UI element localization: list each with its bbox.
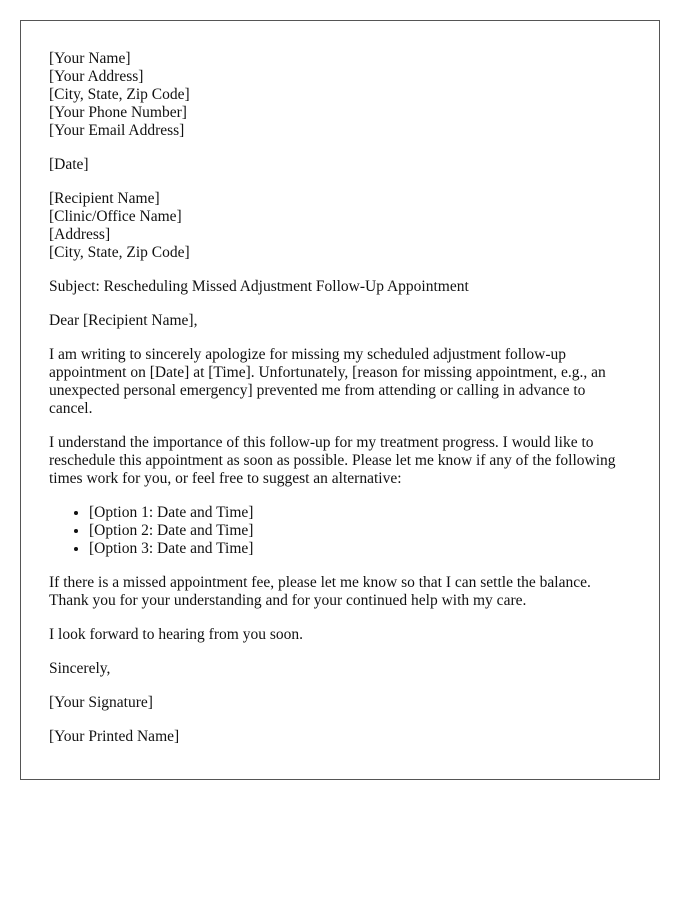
sender-city-state-zip: [City, State, Zip Code]	[49, 86, 190, 103]
body-paragraph-closing: I look forward to hearing from you soon.	[49, 626, 303, 643]
date-line	[49, 156, 631, 174]
recipient-city-state-zip: [City, State, Zip Code]	[49, 244, 190, 261]
recipient-address-block	[49, 190, 631, 262]
body-paragraph-fee: If there is a missed appointment fee, please let me know so that I can settle the balance. Thank you for your understanding and for your continued help with my care.	[49, 574, 591, 609]
recipient-clinic: [Clinic/Office Name]	[49, 208, 182, 225]
sender-address-block	[49, 50, 631, 140]
sender-name: [Your Name]	[49, 50, 131, 67]
recipient-name: [Recipient Name]	[49, 190, 160, 207]
body-paragraph-reschedule: I understand the importance of this follow-up for my treatment progress. I would like to reschedule this appointment as soon as possible. Please let me know if any of the following times work for you, or feel free to suggest an alternative:	[49, 434, 616, 487]
list-item-option-1: • [Option 1: Date and Time]	[89, 504, 631, 522]
printed-name: [Your Printed Name]	[49, 728, 180, 745]
time-options-list	[49, 504, 631, 558]
letter-page	[20, 20, 660, 780]
sender-email: [Your Email Address]	[49, 122, 185, 139]
body-paragraph-apology: I am writing to sincerely apologize for missing my scheduled adjustment follow-up appointment on [Date] at [Time]. Unfortunately, [reason for missing appointment, e.g., an unexpected personal emergency] prevented me from attending or calling in advance to cancel.	[49, 346, 606, 417]
list-item-option-3: • [Option 3: Date and Time]	[89, 540, 631, 558]
signature-placeholder: [Your Signature]	[49, 694, 153, 711]
list-item-option-2: • [Option 2: Date and Time]	[89, 522, 631, 540]
sender-phone: [Your Phone Number]	[49, 104, 187, 121]
salutation: Dear [Recipient Name],	[49, 312, 198, 329]
letter-date: [Date]	[49, 156, 89, 173]
recipient-address: [Address]	[49, 226, 111, 243]
sender-address: [Your Address]	[49, 68, 144, 85]
closing-sincerely: Sincerely,	[49, 660, 111, 677]
subject-line: Subject: Rescheduling Missed Adjustment Follow-Up Appointment	[49, 278, 469, 295]
